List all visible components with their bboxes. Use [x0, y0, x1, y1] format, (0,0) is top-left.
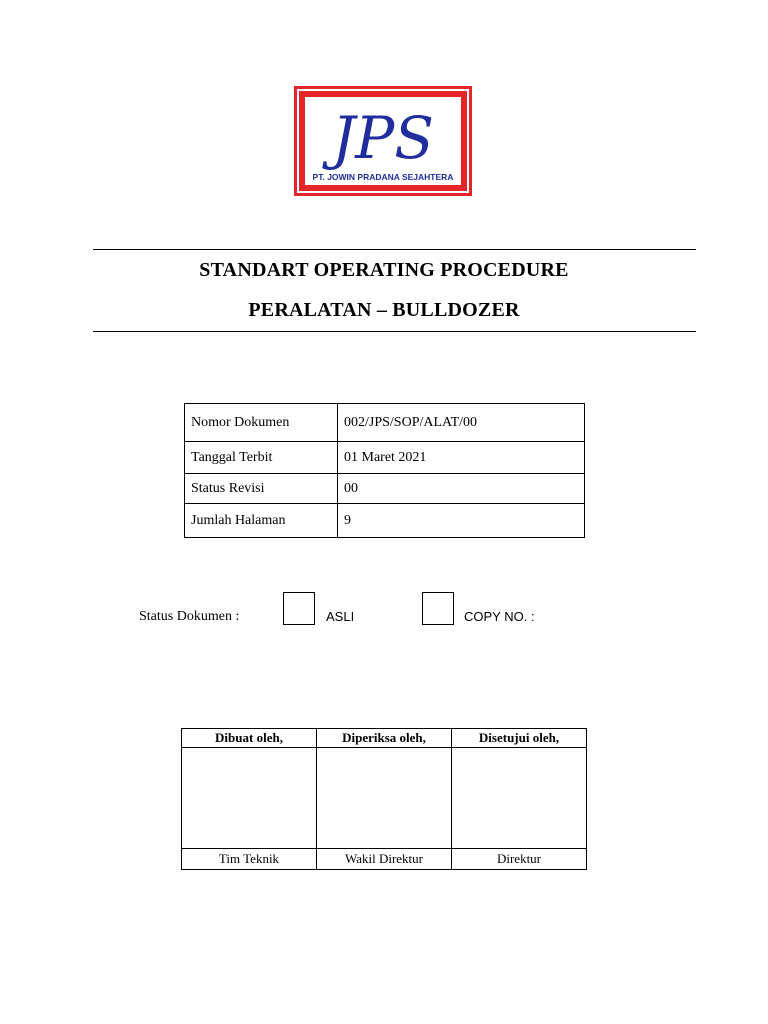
- signature-table: [181, 728, 587, 870]
- table-row: [185, 474, 585, 504]
- signatory-name: Wakil Direktur: [317, 849, 452, 870]
- copy-checkbox[interactable]: [422, 592, 454, 625]
- title-bottom-rule: [93, 331, 696, 332]
- info-label: Tanggal Terbit: [185, 442, 338, 474]
- signatory-name: Tim Teknik: [182, 849, 317, 870]
- copy-option-label: COPY NO. :: [464, 609, 535, 624]
- document-subtitle: PERALATAN – BULLDOZER: [248, 299, 520, 321]
- info-label: Jumlah Halaman: [185, 504, 338, 538]
- signatory-name: Direktur: [452, 849, 587, 870]
- signature-header: Dibuat oleh,: [182, 729, 317, 748]
- info-label: Nomor Dokumen: [185, 404, 338, 442]
- info-label: Status Revisi: [185, 474, 338, 504]
- table-row: [185, 504, 585, 538]
- info-value: 002/JPS/SOP/ALAT/00: [338, 404, 585, 442]
- signature-space: [452, 748, 587, 849]
- document-title: STANDART OPERATING PROCEDURE: [199, 259, 569, 281]
- table-row: [185, 404, 585, 442]
- signature-header: Diperiksa oleh,: [317, 729, 452, 748]
- original-checkbox[interactable]: [283, 592, 315, 625]
- logo-company-name: PT. JOWIN PRADANA SEJAHTERA: [312, 172, 454, 182]
- table-row: [185, 442, 585, 474]
- signature-space: [317, 748, 452, 849]
- company-logo: [294, 86, 472, 196]
- table-row: [182, 849, 587, 870]
- document-info-table: [184, 403, 585, 538]
- status-label: Status Dokumen :: [139, 609, 240, 624]
- signature-space: [182, 748, 317, 849]
- info-value: 00: [338, 474, 585, 504]
- table-row: [182, 729, 587, 748]
- document-status-row: [0, 590, 768, 630]
- info-value: 01 Maret 2021: [338, 442, 585, 474]
- original-option-label: ASLI: [326, 609, 355, 624]
- title-top-rule: [93, 249, 696, 250]
- logo-monogram: JPS: [331, 104, 435, 172]
- table-row: [182, 748, 587, 849]
- signature-header: Disetujui oleh,: [452, 729, 587, 748]
- info-value: 9: [338, 504, 585, 538]
